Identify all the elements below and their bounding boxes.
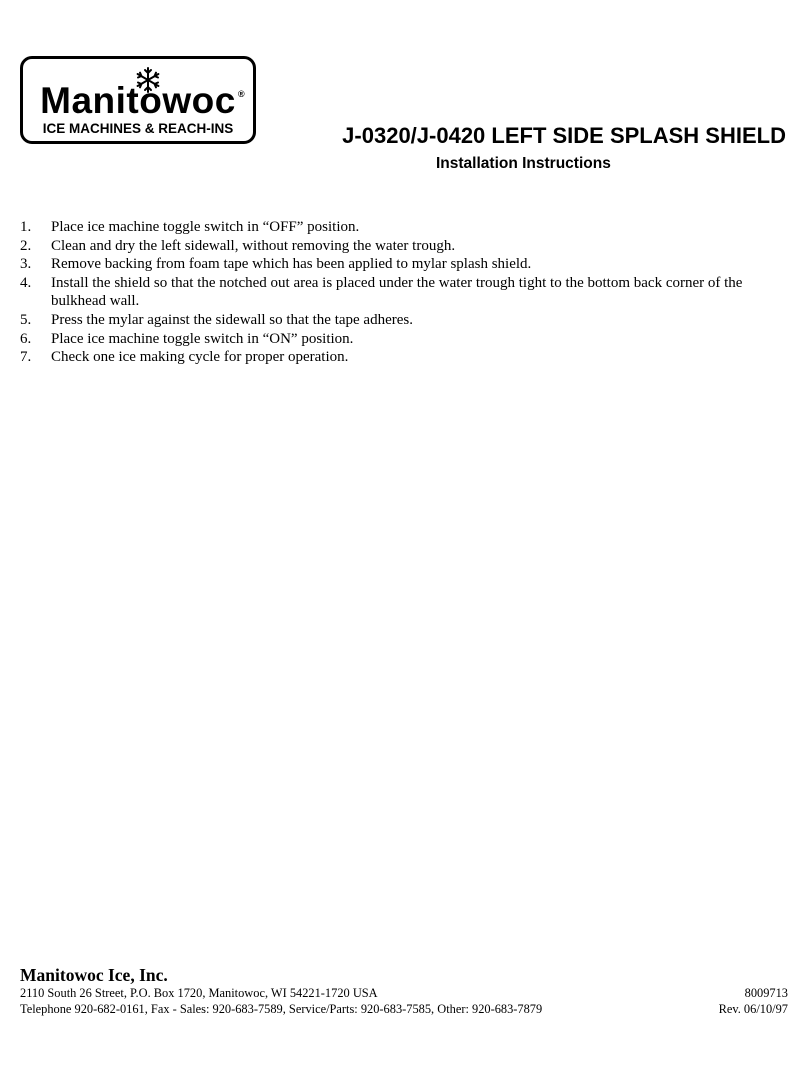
step-text: Install the shield so that the notched out area is placed under the water trough tight to the bottom back corner of the bulkhead wall.: [51, 274, 743, 310]
step-number: 1.: [20, 219, 32, 235]
instruction-step: [20, 330, 792, 349]
company-name: Manitowoc Ice, Inc.: [20, 965, 168, 985]
step-text: Press the mylar against the sidewall so that the tape adheres.: [51, 311, 413, 328]
footer-contact-line: [20, 1001, 788, 1017]
document-subtitle: Installation Instructions: [436, 155, 611, 172]
registered-mark: ®: [238, 89, 245, 99]
step-text: Remove backing from foam tape which has been applied to mylar splash shield.: [51, 256, 532, 273]
document-number: 8009713: [744, 986, 788, 1000]
instruction-step: [20, 274, 792, 311]
instruction-step: [20, 311, 792, 330]
step-text: Clean and dry the left sidewall, without removing the water trough.: [51, 237, 456, 254]
step-text: Check one ice making cycle for proper operation.: [51, 349, 349, 366]
instruction-step: [20, 255, 792, 274]
step-number: 7.: [20, 349, 32, 366]
step-number: 3.: [20, 256, 32, 273]
step-text: Place ice machine toggle switch in “ON” position.: [51, 330, 354, 347]
logo-tagline: ICE MACHINES & REACH-INS: [42, 121, 234, 136]
footer-address-line: [20, 985, 788, 1001]
logo-wordmark: Manitowoc: [40, 80, 236, 121]
instruction-step: [20, 348, 792, 367]
company-address: 2110 South 26 Street, P.O. Box 1720, Manitowoc, WI 54221-1720 USA: [20, 986, 378, 1000]
step-number: 5.: [20, 311, 32, 328]
revision-date: Rev. 06/10/97: [718, 1002, 788, 1016]
instruction-steps-list: [20, 218, 792, 367]
step-number: 4.: [20, 274, 32, 291]
step-number: 2.: [20, 237, 32, 254]
instruction-step: [20, 218, 792, 237]
step-text: Place ice machine toggle switch in “OFF” position.: [51, 219, 360, 235]
manitowoc-logo: [20, 56, 256, 144]
instruction-step: [20, 237, 792, 256]
contact-phones: Telephone 920-682-0161, Fax - Sales: 920-683-7589, Service/Parts: 920-683-7585, Other: 920-683-7879: [20, 1002, 543, 1016]
step-number: 6.: [20, 330, 32, 347]
document-title: J-0320/J-0420 LEFT SIDE SPLASH SHIELD: [342, 123, 786, 148]
